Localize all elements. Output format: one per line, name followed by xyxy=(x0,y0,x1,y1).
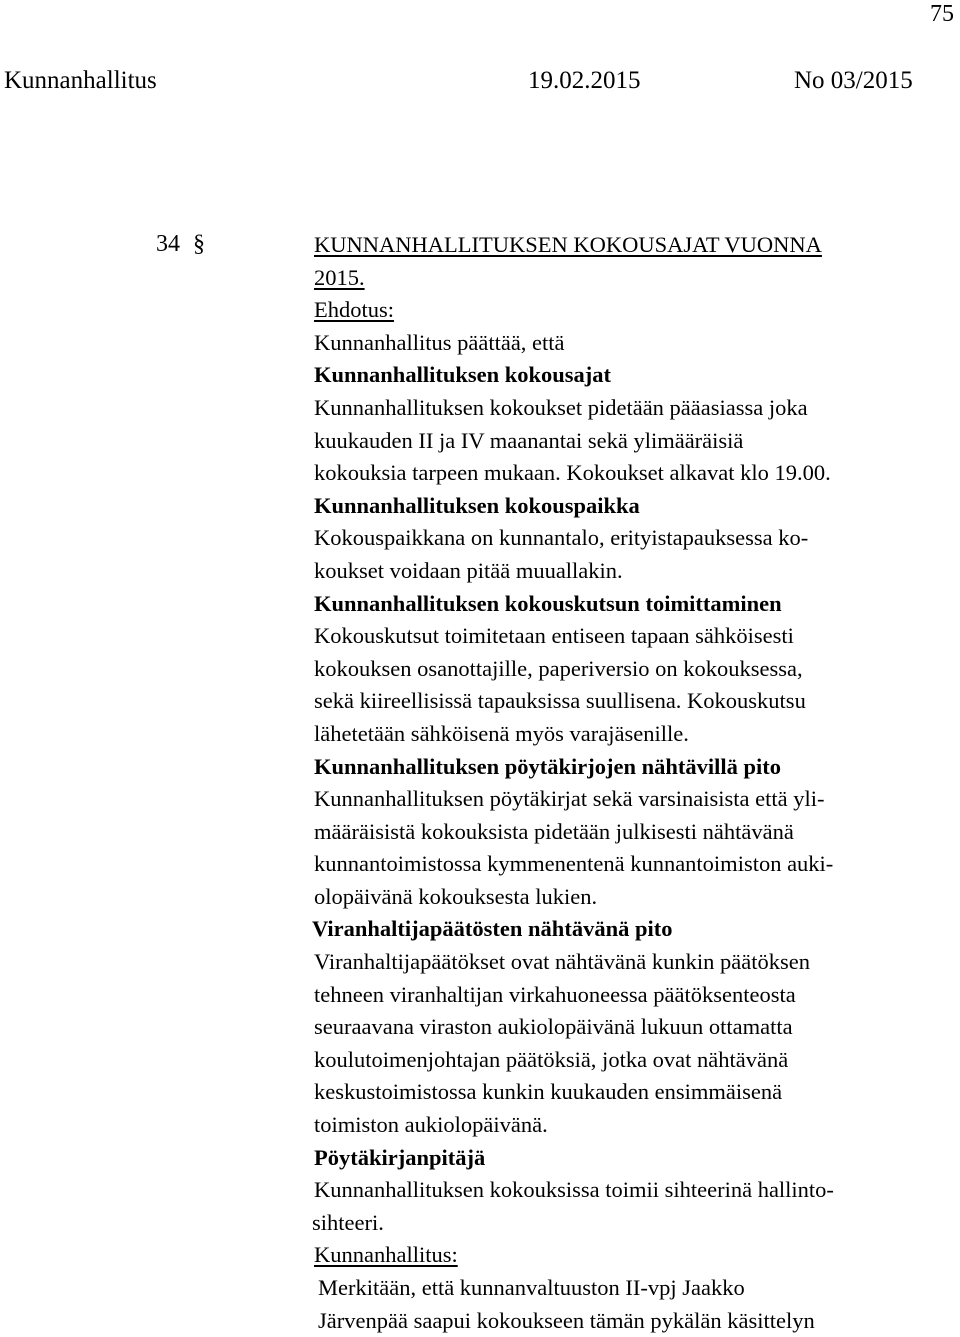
decision-text-line: Järvenpää saapui kokoukseen tämän pykälän käsittelyn xyxy=(318,1307,815,1333)
header-organ: Kunnanhallitus xyxy=(4,67,157,94)
block-heading-minute-keeper: Pöytäkirjanpitäjä xyxy=(314,1144,486,1170)
block-text-line: seuraavana viraston aukiolopäivänä lukuun ottamatta xyxy=(314,1014,793,1040)
block-text-line: toimiston aukiolopäivänä. xyxy=(314,1112,548,1138)
proposal-label: Ehdotus: xyxy=(314,297,395,323)
block-text-line: Kokouskutsut toimitetaan entiseen tapaan sähköisesti xyxy=(314,623,794,649)
block-heading-official-decisions: Viranhaltijapäätösten nähtävänä pito xyxy=(312,916,673,942)
block-text-line: sihteeri. xyxy=(312,1209,384,1235)
proposal-intro: Kunnanhallitus päättää, että xyxy=(314,329,565,355)
block-text-line: Kunnanhallituksen kokouksissa toimii sihteerinä hallinto- xyxy=(314,1177,834,1203)
block-text-line: tehneen viranhaltijan virkahuoneessa päätöksenteosta xyxy=(314,981,796,1007)
block-text-line: kokouksen osanottajille, paperiversio on kokouksessa, xyxy=(314,655,803,681)
header-protocol-number: No 03/2015 xyxy=(794,67,913,94)
section-title-line: 2015. xyxy=(314,264,365,290)
minutes-body xyxy=(314,229,960,1337)
block-text-line: Kokouspaikkana on kunnantalo, erityistapauksessa ko- xyxy=(314,525,809,551)
block-text-line: keskustoimistossa kunkin kuukauden ensimmäisenä xyxy=(314,1079,783,1105)
block-heading-meeting-times: Kunnanhallituksen kokousajat xyxy=(314,362,612,388)
section-symbol: § xyxy=(193,231,205,257)
block-text-line: koukset voidaan pitää muuallakin. xyxy=(314,557,623,583)
block-text-line: Kunnanhallituksen kokoukset pidetään pääasiassa joka xyxy=(314,394,808,420)
block-heading-meeting-place: Kunnanhallituksen kokouspaikka xyxy=(314,492,640,518)
decision-text-line: Merkitään, että kunnanvaltuuston II-vpj Jaakko xyxy=(318,1275,745,1300)
header-date: 19.02.2015 xyxy=(528,67,641,94)
block-text-line: koulutoimenjohtajan päätöksiä, jotka ovat nähtävänä xyxy=(314,1046,789,1072)
block-text-line: kunnantoimistossa kymmenentenä kunnantoimiston auki- xyxy=(314,851,834,877)
block-text-line: olopäivänä kokouksesta lukien. xyxy=(314,883,598,909)
block-text-line: kokouksia tarpeen mukaan. Kokoukset alkavat klo 19.00. xyxy=(314,460,831,486)
block-text-line: Kunnanhallituksen pöytäkirjat sekä varsinaisista että yli- xyxy=(314,786,825,812)
block-text-line: lähetetään sähköisenä myös varajäsenille. xyxy=(314,720,689,746)
section-number: 34 xyxy=(156,231,180,257)
page-number: 75 xyxy=(930,1,954,27)
block-heading-meeting-invitation: Kunnanhallituksen kokouskutsun toimittaminen xyxy=(314,590,782,616)
block-heading-minutes-display: Kunnanhallituksen pöytäkirjojen nähtävillä pito xyxy=(314,753,781,779)
decision-label: Kunnanhallitus: xyxy=(314,1242,458,1268)
block-text-line: määräisistä kokouksista pidetään julkisesti nähtävänä xyxy=(314,818,794,844)
block-text-line: sekä kiireellisissä tapauksissa suullisena. Kokouskutsu xyxy=(314,688,806,714)
block-text-line: Viranhaltijapäätökset ovat nähtävänä kunkin päätöksen xyxy=(314,949,810,975)
block-text-line: kuukauden II ja IV maanantai sekä ylimääräisiä xyxy=(314,427,744,453)
section-title-line: KUNNANHALLITUKSEN KOKOUSAJAT VUONNA xyxy=(314,232,822,257)
